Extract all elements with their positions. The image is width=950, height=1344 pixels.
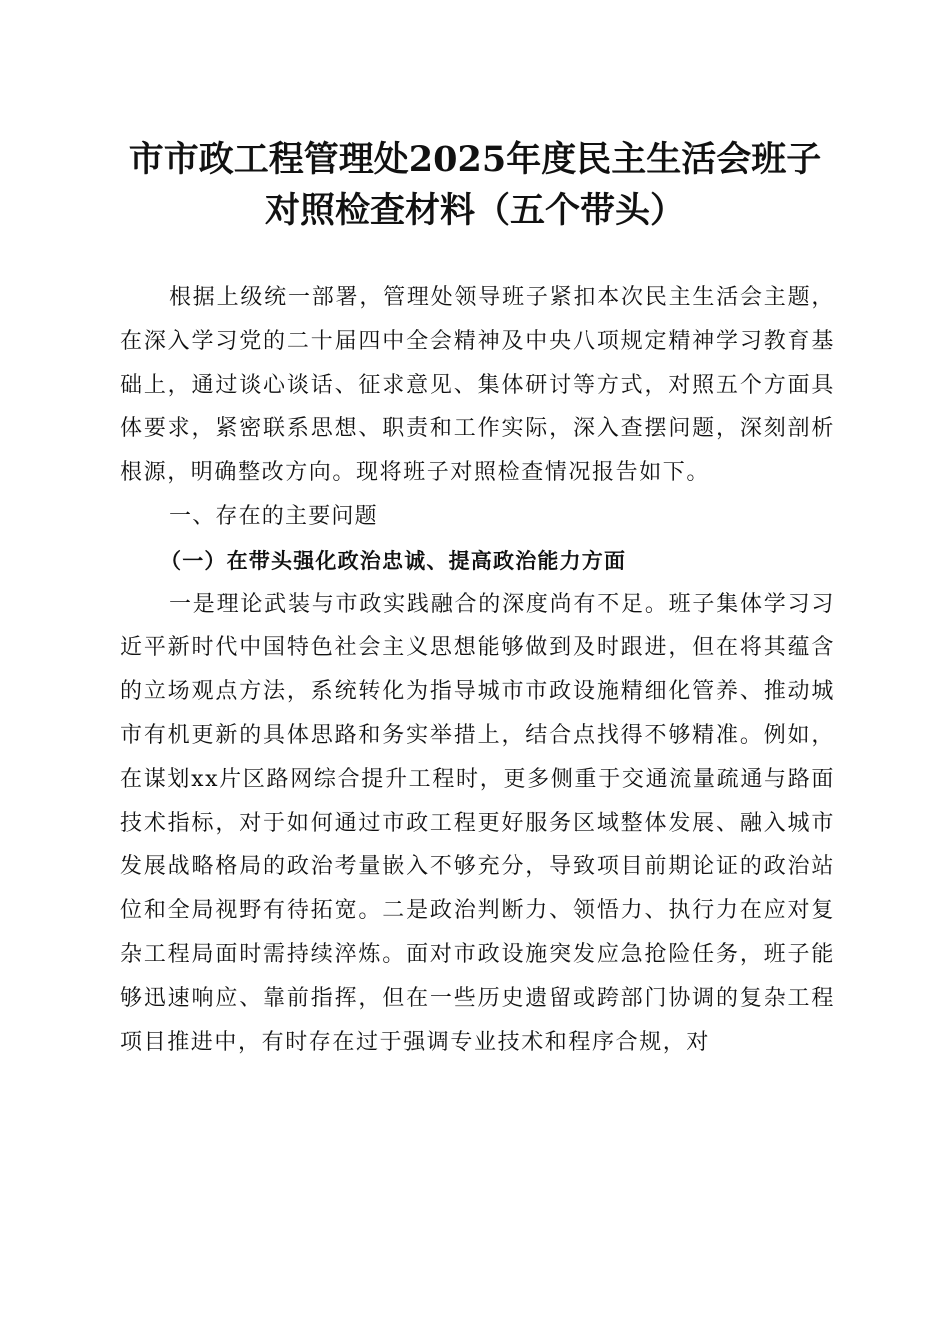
section-heading-1: 一、存在的主要问题	[169, 503, 378, 529]
subsection-heading-1: （一）在带头强化政治忠诚、提高政治能力方面	[160, 547, 627, 573]
body-paragraph-1: 一是理论武装与市政实践融合的深度尚有不足。班子集体学习习近平新时代中国特色社会主义思想能够做到及时跟进，但在将其蕴含的立场观点方法，系统转化为指导城市市政设施精细化管养、推动城市有机更新的具体思路和务实举措上，结合点找得不够精准。例如，在谋划xx片区路网综合提升工程时，更多侧重于交通流量疏通与路面技术指标，对于如何通过市政工程更好服务区域整体发展、融入城市发展战略格局的政治考量嵌入不够充分，导致项目前期论证的政治站位和全局视野有待拓宽。二是政治判断力、领悟力、执行力在应对复杂工程局面时需持续淬炼。面对市政设施突发应急抢险任务，班子能够迅速响应、靠前指挥，但在一些历史遗留或跨部门协调的复杂工程项目推进中，有时存在过于强调专业技术和程序合规，对	[120, 591, 835, 1055]
document-title-line-2: 对照检查材料（五个带头）	[264, 190, 685, 231]
document-title-line-1: 市市政工程管理处2025年度民主生活会班子	[128, 139, 822, 180]
intro-paragraph: 根据上级统一部署，管理处领导班子紧扣本次民主生活会主题，在深入学习党的二十届四中全会精神及中央八项规定精神学习教育基础上，通过谈心谈话、征求意见、集体研讨等方式，对照五个方面具体要求，紧密联系思想、职责和工作实际，深入查摆问题，深刻剖析根源，明确整改方向。现将班子对照检查情况报告如下。	[120, 285, 835, 486]
document-body	[120, 276, 835, 1064]
